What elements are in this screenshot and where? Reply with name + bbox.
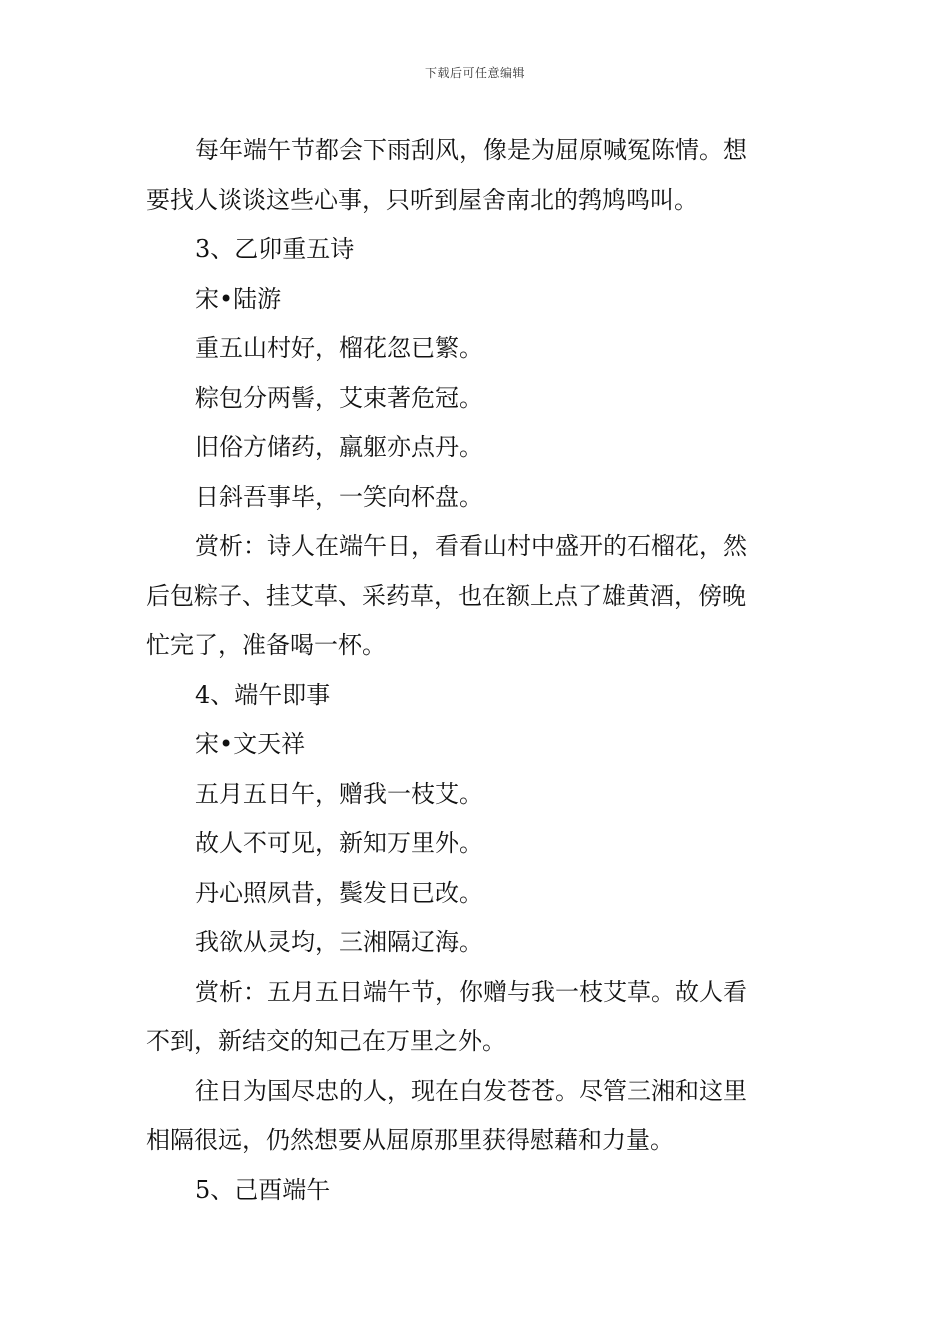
paragraph-line: 不到，新结交的知己在万里之外。: [146, 1027, 506, 1055]
paragraph-line: 忙完了，准备喝一杯。: [146, 631, 386, 659]
poem-line: 旧俗方储药，羸躯亦点丹。: [195, 433, 483, 461]
poem-line: 我欲从灵均，三湘隔辽海。: [195, 928, 483, 956]
section-heading: 4、端午即事: [195, 680, 331, 709]
paragraph-line: 后包粽子、挂艾草、采药草，也在额上点了雄黄酒，傍晚: [146, 581, 746, 610]
poem-line: 粽包分两髻，艾束著危冠。: [195, 383, 483, 412]
poem-line: 故人不可见，新知万里外。: [195, 829, 483, 857]
poem-line: 丹心照夙昔，鬓发日已改。: [195, 878, 483, 907]
paragraph-line: 每年端午节都会下雨刮风，像是为屈原喊冤陈情。想: [195, 136, 747, 164]
paragraph-line: 要找人谈谈这些心事，只听到屋舍南北的鹁鸠鸣叫。: [146, 185, 698, 214]
section-heading: 5、己酉端午: [195, 1175, 331, 1204]
document-body: [146, 126, 806, 1215]
poem-line: 日斜吾事毕，一笑向杯盘。: [195, 482, 483, 511]
paragraph-line: 相隔很远，仍然想要从屈原那里获得慰藉和力量。: [146, 1126, 674, 1154]
page-header: 下载后可任意编辑: [424, 66, 525, 80]
paragraph-line: 赏析：五月五日端午节，你赠与我一枝艾草。故人看: [195, 977, 747, 1006]
paragraph-line: 往日为国尽忠的人，现在白发苍苍。尽管三湘和这里: [195, 1076, 747, 1105]
poem-author: 宋•文天祥: [195, 730, 306, 758]
section-heading: 3、乙卯重五诗: [195, 235, 355, 263]
paragraph-line: 赏析：诗人在端午日，看看山村中盛开的石榴花，然: [195, 532, 747, 560]
poem-author: 宋•陆游: [195, 284, 282, 313]
poem-line: 重五山村好，榴花忽已繁。: [195, 334, 483, 362]
poem-line: 五月五日午，赠我一枝艾。: [195, 779, 483, 808]
